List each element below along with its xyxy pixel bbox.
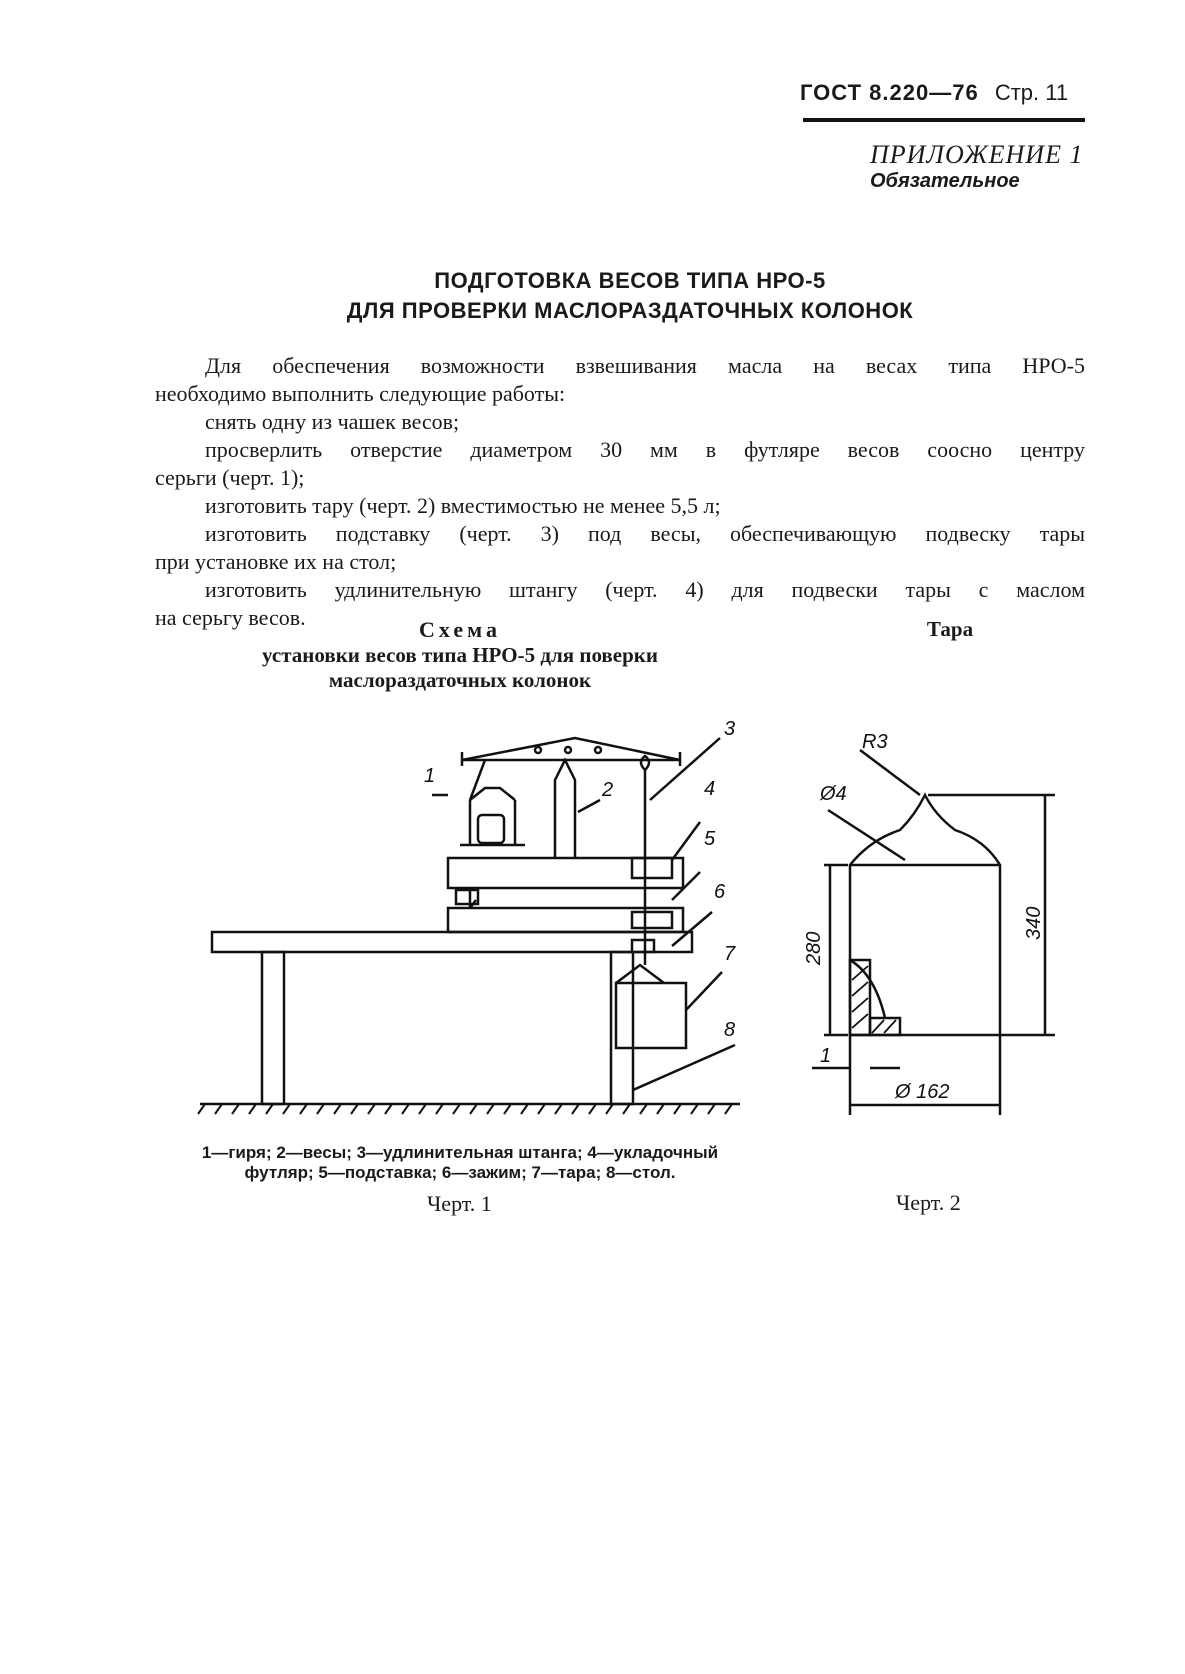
page-number: Стр. 11 — [994, 80, 1069, 105]
list-item-2a: просверлить отверстие диаметром 30 мм в футляре весов соосно центру — [205, 437, 1085, 462]
fig2-dim-wall: Ø4 — [820, 783, 847, 805]
fig1-legend-line2: футляр; 5—подставка; 6—зажим; 7—тара; 8—стол. — [244, 1163, 676, 1182]
fig1-number: Черт. 1 — [427, 1191, 492, 1216]
appendix-subtitle: Обязательное — [870, 170, 1020, 192]
fig1-label-1: 1 — [424, 765, 436, 787]
document-number: ГОСТ 8.220—76 — [800, 80, 979, 105]
fig2-number: Черт. 2 — [896, 1190, 961, 1215]
list-item-4a: изготовить подставку (черт. 3) под весы, обеспечивающую подвеску тары — [205, 521, 1085, 546]
fig2-dim-h-total: 340 — [1023, 906, 1045, 940]
appendix-title: ПРИЛОЖЕНИЕ 1 — [870, 140, 1084, 169]
list-item-1: снять одну из чашек весов; — [205, 409, 460, 434]
fig1-label-4: 4 — [704, 778, 716, 800]
fig2-dim-t: 1 — [820, 1045, 832, 1067]
list-item-3: изготовить тару (черт. 2) вместимостью не менее 5,5 л; — [205, 493, 721, 518]
fig1-caption-line3: маслораздаточных колонок — [328, 668, 592, 692]
fig1-label-5: 5 — [704, 828, 716, 850]
fig1-label-7: 7 — [724, 943, 736, 965]
fig2-dim-r: R3 — [862, 731, 888, 753]
list-item-5a: изготовить удлинительную штангу (черт. 4) для подвески тары с маслом — [205, 577, 1085, 602]
list-item-4b: при установке их на стол; — [155, 549, 397, 574]
section-title-line1: ПОДГОТОВКА ВЕСОВ ТИПА НРО-5 — [434, 268, 826, 293]
container-outline — [850, 795, 1000, 1035]
fig1-caption-title: Схема — [419, 617, 501, 642]
fig1-legend-line1: 1—гиря; 2—весы; 3—удлинительная штанга; 4—укладочный — [201, 1143, 719, 1162]
fig2-caption: Тара — [926, 617, 974, 641]
section-title-line2: ДЛЯ ПРОВЕРКИ МАСЛОРАЗДАТОЧНЫХ КОЛОНОК — [346, 298, 914, 323]
wall-hatch — [852, 966, 896, 1033]
fig1-label-3: 3 — [724, 718, 736, 740]
fig1-caption-line2: установки весов типа НРО-5 для поверки — [262, 643, 658, 667]
list-item-5b: на серьгу весов. — [155, 605, 306, 630]
list-item-2b: серьги (черт. 1); — [155, 465, 305, 490]
paragraph-1a: Для обеспечения возможности взвешивания масла на весах типа НРО-5 — [205, 353, 1085, 378]
fig2-dim-h-body: 280 — [803, 931, 825, 965]
paragraph-1b: необходимо выполнить следующие работы: — [155, 381, 566, 406]
fig1-label-8: 8 — [724, 1019, 736, 1041]
fig1-label-2: 2 — [602, 779, 614, 801]
fig2-dim-d: Ø 162 — [895, 1081, 950, 1103]
fig1-label-6: 6 — [714, 881, 726, 903]
